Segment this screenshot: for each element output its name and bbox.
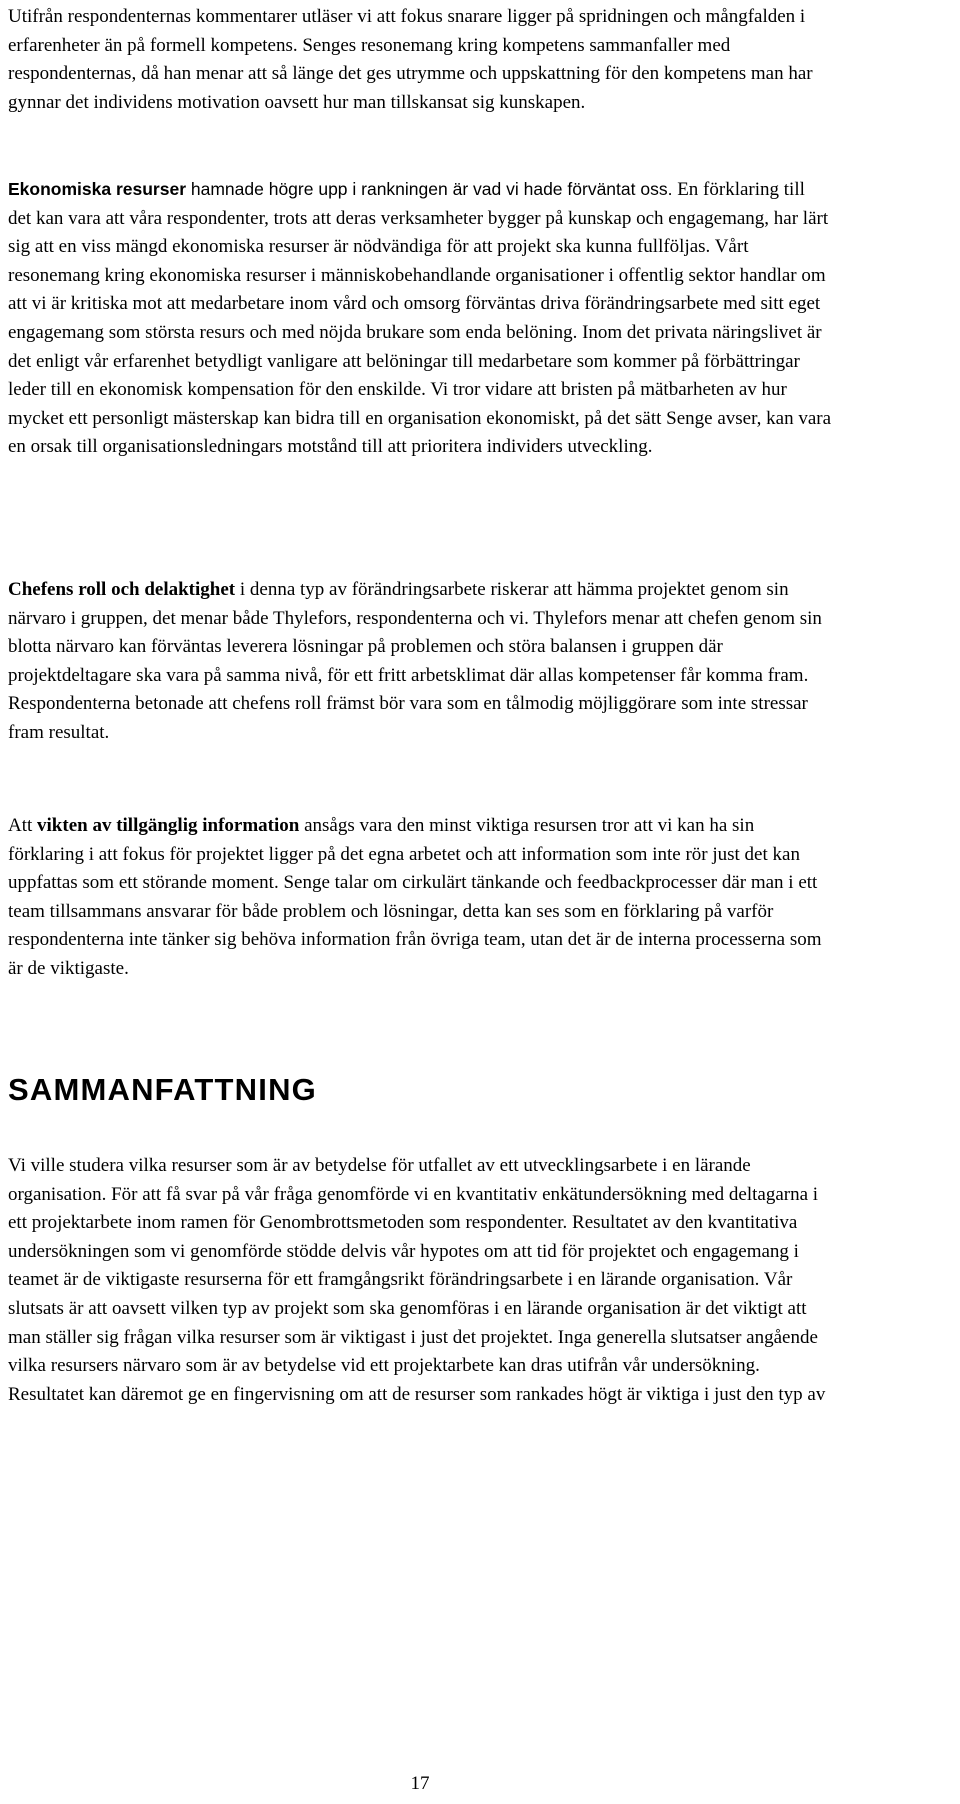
paragraph-text: Utifrån respondenternas kommentarer utläser vi att fokus snarare ligger på spridningen och mångfalden i erfarenheter än på formell kompetens. Senges resonemang kring kompetens sammanfaller med respondenternas, då han menar att så länge det ges utrymme och uppskattning för den kompetens man har gynnar det individens motivation oavsett hur man tillskansat sig kunskapen. (8, 6, 813, 113)
section-heading: SAMMANFATTNING (8, 1072, 317, 1107)
paragraph-summary (8, 1152, 832, 1409)
paragraph-lead-rest: hamnade högre upp i rankningen är vad vi hade förväntat oss. (186, 179, 673, 199)
paragraph-manager-role (8, 576, 832, 748)
page-number: 17 (410, 1773, 430, 1794)
paragraph-lead-term: Chefens roll och delaktighet (8, 579, 236, 600)
paragraph-lead-term: Ekonomiska resurser (8, 179, 187, 199)
paragraph-information-access (8, 812, 832, 984)
paragraph-text: ansågs vara den minst viktiga resursen tror att vi kan ha sin förklaring i att fokus för projektet ligger på det egna arbetet och att information som inte rör just det kan uppfattas som ett störande moment. Senge talar om cirkulärt tänkande och feedbackprocesser där man i ett team tillsammans ansvarar för både problem och lösningar, detta kan ses som en förklaring på varför respondenterna inte tänker sig behöva information från övriga team, utan det är de interna processerna som är de viktigaste. (8, 815, 822, 979)
paragraph-text: En förklaring till det kan vara att våra respondenter, trots att deras verksamheter bygger på kunskap och engagemang, har lärt sig att en viss mängd ekonomiska resurser är nödvändiga för att projekt ska kunna fullföljas. Vårt resonemang kring ekonomiska resurser i människobehandlande organisationer i offentlig sektor handlar om att vi är kritiska mot att medarbetare inom vård och omsorg förväntas driva förändringsarbete med sitt eget engagemang som största resurs och med nöjda brukare som enda belöning. Inom det privata näringslivet är det enligt vår erfarenhet betydligt vanligare att belöningar till medarbetare som kommer på förbättringar leder till en ekonomisk kompensation för den enskilde. Vi tror vidare att bristen på mätbarheten av hur mycket ett personligt mästerskap kan bidra till en organisation ekonomiskt, på det sätt Senge avser, kan vara en orsak till organisationsledningars motstånd till att prioritera individers utveckling. (8, 179, 832, 458)
paragraph-competence-summary (8, 3, 832, 117)
paragraph-text: Vi ville studera vilka resurser som är av betydelse för utfallet av ett utvecklingsarbete i en lärande organisation. För att få svar på vår fråga genomförde vi en kvantitativ enkätundersökning med deltagarna i ett projektarbete inom ramen för Genombrottsmetoden som respondenter. Resultatet av den kvantitativa undersökningen som vi genomförde stödde delvis vår hypotes om att tid för projektet och engagemang i teamet är de viktigaste resurserna för ett framgångsrikt förändringsarbete i en lärande organisation. Vår slutsats är att oavsett vilken typ av projekt som ska genomföras i en lärande organisation är det viktigt att man ställer sig frågan vilka resurser som är viktigast i just det projektet. Inga generella slutsatser angående vilka resursers närvaro som är av betydelse vid ett projektarbete kan dras utifrån vår undersökning. Resultatet kan däremot ge en fingervisning om att de resurser som rankades högt är viktiga i just den typ av (8, 1155, 826, 1405)
paragraph-prefix: Att (8, 815, 38, 836)
paragraph-text: i denna typ av förändringsarbete riskerar att hämma projektet genom sin närvaro i gruppen, det menar både Thylefors, respondenterna och vi. Thylefors menar att chefen genom sin blotta närvaro kan förväntas leverera lösningar på problemen och störa balansen i gruppen där projektdeltagare ska vara på samma nivå, för ett fritt arbetsklimat där allas kompetenser får komma fram. Respondenterna betonade att chefens roll främst bör vara som en tålmodig möjliggörare som inte stressar fram resultat. (8, 579, 822, 743)
paragraph-lead-term: vikten av tillgänglig information (37, 815, 300, 836)
paragraph-economic-resources (8, 175, 832, 462)
